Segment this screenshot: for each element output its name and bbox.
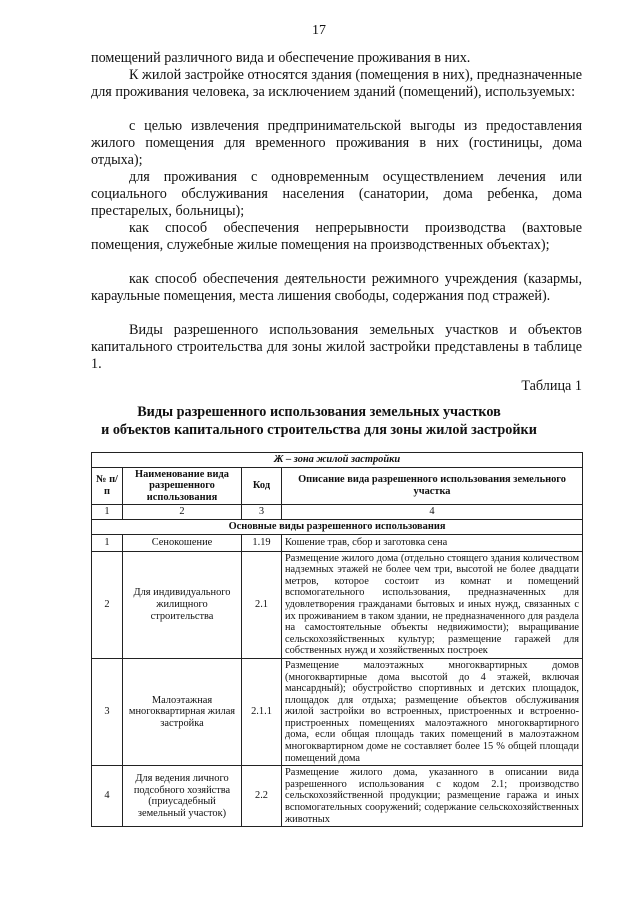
column-header-row <box>92 467 583 505</box>
paragraph-hotels: с целью извлечения предпринимательской выгоды из предоставления жилого помещения для временного проживания в них (гостиницы, дома отдыха); <box>91 118 582 168</box>
row-use-name: Малоэтажная многоквартирная жилая застройка <box>123 658 242 765</box>
zone-header-row <box>92 453 583 468</box>
paragraph-table-intro: Виды разрешенного использования земельных участков и объектов капитального строительства для зоны жилой застройки представлены в таблице 1. <box>91 322 582 372</box>
table-row <box>92 658 583 765</box>
paragraph-continuation: помещений различного вида и обеспечение проживания в них. <box>91 50 471 66</box>
row-number: 1 <box>92 534 123 551</box>
row-code: 2.2 <box>242 766 282 827</box>
paragraph-restricted-institution: как способ обеспечения деятельности режимного учреждения (казармы, караульные помещения, места лишения свободы, содержания под стражей). <box>91 271 582 304</box>
section-title: Основные виды разрешенного использования <box>92 519 583 534</box>
column-number-row <box>92 505 583 520</box>
table-title-line-2: и объектов капитального строительства для зоны жилой застройки <box>101 422 537 438</box>
paragraph-shift-work: как способ обеспечения непрерывности производства (вахтовые помещения, служебные жилые помещения на производственных объектах); <box>91 220 582 253</box>
paragraph-residential-definition: К жилой застройке относятся здания (помещения в них), предназначенные для проживания человека, за исключением зданий (помещений), используемых: <box>91 67 582 100</box>
row-code: 2.1 <box>242 551 282 658</box>
column-number: 1 <box>92 505 123 520</box>
land-use-table <box>91 452 583 827</box>
row-description: Размещение малоэтажных многоквартирных домов (многоквартирные дома высотой до 4 этажей, включая мансардный); обустройство спортивных и детских площадок, площадок для отдыха; размещение объектов обслуживания жилой застройки во встроенных, пристроенных и встроенно-пристроенных помещениях малоэтажного многоквартирного дома, если общая площадь таких помещений в малоэтажном многоквартирном доме не составляет более 15 % общей площади помещений дома <box>282 658 583 765</box>
column-header-number: № п/п <box>92 467 123 505</box>
table-title <box>60 403 578 439</box>
page-number: 17 <box>312 23 326 38</box>
column-header-code: Код <box>242 467 282 505</box>
table-row <box>92 551 583 658</box>
row-use-name: Для индивидуального жилищного строительства <box>123 551 242 658</box>
row-use-name: Сенокошение <box>123 534 242 551</box>
column-header-name: Наименование вида разрешенного использования <box>123 467 242 505</box>
row-description: Кошение трав, сбор и заготовка сена <box>282 534 583 551</box>
table-title-line-1: Виды разрешенного использования земельных участков <box>137 404 501 420</box>
row-use-name: Для ведения личного подсобного хозяйства (приусадебный земельный участок) <box>123 766 242 827</box>
row-description: Размещение жилого дома (отдельно стоящего здания количеством надземных этажей не более чем три, высотой не более двадцати метров, которое состоит из комнат и помещений вспомогательного использования, предназначенных для удовлетворения гражданами бытовых и иных нужд, связанных с их проживанием в таком здании, не предназначенного для раздела на самостоятельные объекты недвижимости); выращивание сельскохозяйственных культур; размещение гаражей для собственных нужд и хозяйственных построек <box>282 551 583 658</box>
paragraph-medical: для проживания с одновременным осуществлением лечения или социального обслуживания населения (санатории, дома ребенка, дома престарелых, больницы); <box>91 169 582 219</box>
row-number: 2 <box>92 551 123 658</box>
column-header-description: Описание вида разрешенного использования земельного участка <box>282 467 583 505</box>
section-row <box>92 519 583 534</box>
column-number: 3 <box>242 505 282 520</box>
row-number: 4 <box>92 766 123 827</box>
column-number: 4 <box>282 505 583 520</box>
row-number: 3 <box>92 658 123 765</box>
row-code: 2.1.1 <box>242 658 282 765</box>
row-code: 1.19 <box>242 534 282 551</box>
table-label: Таблица 1 <box>521 378 582 394</box>
table-row <box>92 534 583 551</box>
zone-header: Ж – зона жилой застройки <box>92 453 583 468</box>
table-row <box>92 766 583 827</box>
column-number: 2 <box>123 505 242 520</box>
row-description: Размещение жилого дома, указанного в описании вида разрешенного использования с кодом 2.1; производство сельскохозяйственной продукции; размещение гаража и иных вспомогательных сооружений; содержание сельскохозяйственных животных <box>282 766 583 827</box>
